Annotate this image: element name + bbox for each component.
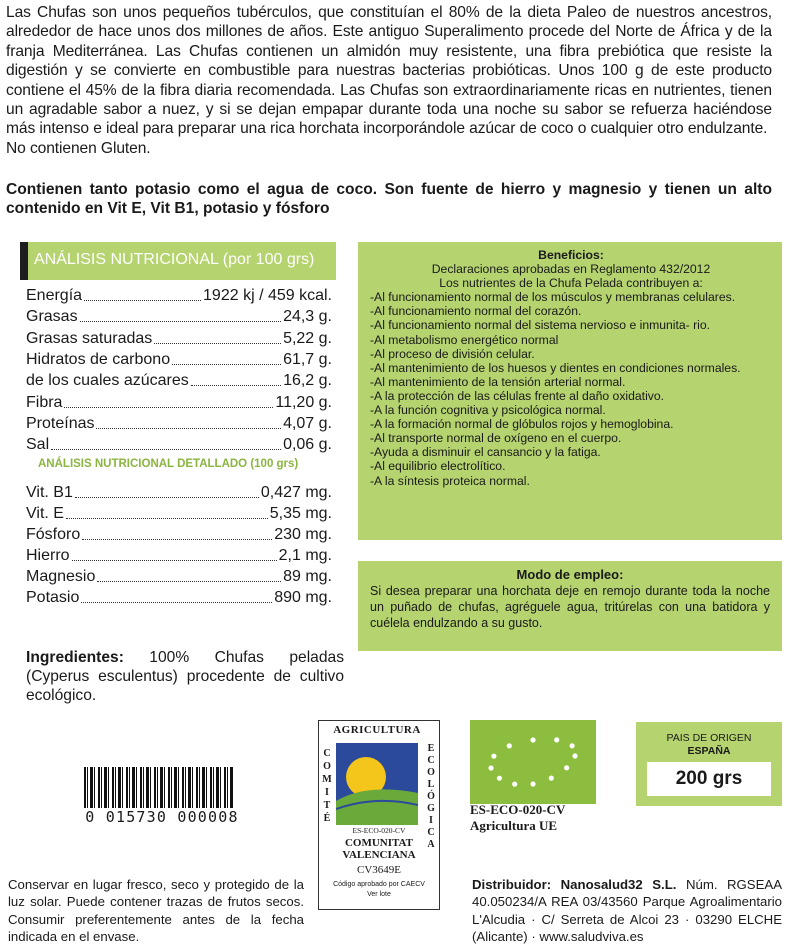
nutrient-value: 1922 kj / 459 kcal. — [203, 287, 332, 304]
nutrition-header — [20, 242, 336, 280]
intro-paragraph — [6, 3, 772, 158]
benefit-item: -Al equilibrio electrolítico. — [370, 459, 506, 474]
nutrient-label: Fósforo — [26, 525, 81, 543]
nutrient-value: 0,06 g. — [283, 436, 332, 454]
nutrient-label: Grasas — [26, 308, 78, 326]
dot-leader — [75, 497, 259, 498]
nutrition-row — [26, 414, 332, 434]
benefit-item: -Al mantenimiento de los huesos y dientes en condiciones normales. — [370, 360, 741, 375]
nutrient-label: Vit. E — [26, 504, 64, 522]
intro-text: Las Chufas son unos pequeños tubérculos, que constituían el 80% de la dieta Paleo de nuestros ancestros, alrededor de hace unos dos millones de años. Este antiguo Superalimento procede del Norte de África y de la franja Mediterránea. Las Chufas contienen un almidón muy resistente, una fibra prebiótica que resiste la digestión y se convierte en combustible para nuestras bacterias probióticas. Unos 100 g de este producto contiene el 45% de la fibra diaria recomendada. Las Chufas son extraordinariamente ricas en nutrientes, tienen un agradable sabor a nuez, y si se dejan empapar durante toda una noche su sabor se refuerza haciéndose más intenso e ideal para preparar una rica horchata incorporándole azúcar de coco o cualquier otro endulzante. — [6, 4, 772, 138]
eu-star-2 — [549, 776, 554, 781]
nutrient-label: de los cuales azúcares — [26, 372, 189, 390]
benefit-item: -Al funcionamiento normal del corazón. — [370, 304, 582, 319]
nutrient-value: 61,7 g. — [283, 350, 332, 368]
nutrient-value: 89 mg. — [283, 567, 332, 585]
caecv-right-text: E C O L Ó G I C A — [427, 743, 435, 850]
distributor-label: Distribuidor: Nanosalud32 S.L. — [472, 877, 677, 892]
nutrition-row — [26, 567, 332, 587]
eu-star-7 — [491, 754, 496, 759]
caecv-code: ES-ECO-020-CV — [352, 826, 406, 835]
eu-leaf-icon — [470, 720, 596, 804]
caecv-certification-logo — [318, 720, 440, 910]
nutrient-label: Proteínas — [26, 414, 95, 432]
nutrition-row — [26, 435, 332, 455]
nutrition-title: ANÁLISIS NUTRICIONAL (por 100 grs) — [34, 251, 315, 268]
nutrition-row — [26, 588, 332, 608]
eu-star-1 — [564, 765, 569, 770]
distributor-text: Núm. RGSEAA 40.050234/A REA 03/43560 Parque Agroalimentario L'Alcudia · C/ Serreta de Alcoi 23 · 03290 ELCHE (Alicante) · www.saludviva.es — [472, 877, 782, 944]
eu-star-11 — [570, 743, 575, 748]
nutrition-row — [26, 525, 332, 545]
eu-star-4 — [512, 782, 517, 787]
benefit-item: -Al funcionamiento normal de los músculos y membranas celulares. — [370, 290, 736, 305]
nutrient-label: Vit. B1 — [26, 484, 73, 501]
nutrition-row — [26, 393, 332, 413]
caecv-top-text: AGRICULTURA — [333, 724, 421, 736]
dot-leader — [64, 407, 273, 408]
eu-star-0 — [572, 753, 577, 758]
usage-title: Modo de empleo: — [516, 567, 624, 582]
nutrient-value: 16,2 g. — [283, 372, 332, 390]
nutrient-value: 5,35 mg. — [269, 504, 332, 522]
eu-star-5 — [497, 776, 502, 781]
benefits-box — [358, 242, 782, 540]
nutrient-value: 24,3 g. — [283, 308, 332, 326]
nutrient-value: 230 mg. — [274, 525, 332, 543]
eu-organic-leaf-logo — [470, 720, 596, 804]
benefits-list — [370, 290, 772, 487]
benefit-item: -Al funcionamiento normal del sistema nervioso e inmunita- rio. — [370, 318, 711, 333]
nutrition-row — [26, 371, 332, 391]
eu-star-3 — [530, 781, 535, 786]
dot-leader — [154, 343, 281, 344]
detail-nutrition-title: ANÁLISIS NUTRICIONAL DETALLADO (100 grs) — [38, 458, 299, 470]
dot-leader — [191, 385, 281, 386]
nutrient-label: Sal — [26, 436, 50, 454]
caecv-approved-text: Código aprobado por CAECV — [333, 881, 425, 888]
dot-leader — [72, 560, 277, 561]
benefit-item: -Al transporte normal de oxígeno en el cuerpo. — [370, 431, 622, 446]
benefit-item: -A la formación normal de glóbulos rojos y hemoglobina. — [370, 417, 674, 432]
ingredients-label: Ingredientes: — [26, 649, 124, 666]
nutrition-row — [26, 504, 332, 524]
origin-box — [636, 722, 782, 806]
nutrition-row — [26, 350, 332, 370]
nutrient-label: Hidratos de carbono — [26, 350, 171, 368]
nutrition-row — [26, 483, 332, 503]
caecv-emblem-icon — [336, 743, 418, 825]
nutrition-row — [26, 329, 332, 349]
ingredients — [26, 648, 344, 706]
origin-label: PAIS DE ORIGEN — [666, 732, 752, 744]
nutrient-label: Grasas saturadas — [26, 329, 153, 347]
gluten-note: No contienen Gluten. — [6, 139, 151, 157]
nutrition-header-edge — [20, 242, 28, 280]
benefit-item: -A la función cognitiva y psicológica normal. — [370, 403, 606, 418]
caecv-line1: COMUNITAT — [344, 837, 414, 849]
nutrition-row — [26, 286, 332, 306]
caecv-number: CV3649E — [357, 864, 401, 876]
dot-leader — [66, 518, 268, 519]
nutrient-value: 2,1 mg. — [278, 546, 332, 564]
caecv-lot-text: Ver lote — [367, 891, 391, 898]
eu-star-10 — [554, 737, 559, 742]
dot-leader — [96, 428, 281, 429]
usage-text: Si desea preparar una horchata deje en remojo durante toda la noche un puñado de chufas, agréguele agua, tritúrelas con una batidora y cuélela endulzando a su gusto. — [370, 584, 770, 630]
benefits-title: Beneficios: — [538, 248, 604, 262]
ingredients-text: 100% Chufas peladas (Cyperus esculentus) procedente de cultivo ecológico. — [26, 649, 344, 705]
dot-leader — [97, 581, 281, 582]
nutrient-label: Energía — [26, 287, 83, 304]
storage-instructions: Conservar en lugar fresco, seco y protegido de la luz solar. Puede contener trazas de frutos secos. Consumir preferentemente antes de la fecha indicada en el envase. — [8, 877, 304, 944]
dot-leader — [82, 539, 272, 540]
eu-star-8 — [507, 743, 512, 748]
eu-star-6 — [488, 765, 493, 770]
net-weight: 200 grs — [647, 762, 771, 796]
caecv-line2: VALENCIANA — [342, 849, 416, 861]
dot-leader — [80, 321, 281, 322]
nutrient-value: 0,427 mg. — [260, 484, 332, 501]
nutrient-label: Fibra — [26, 393, 63, 411]
eu-organic-label: Agricultura UE — [470, 818, 558, 833]
intro-bold-claim: Contienen tanto potasio como el agua de coco. Son fuente de hierro y magnesio y tienen un alto contenido en Vit E, Vit B1, potasio y fósforo — [6, 181, 772, 218]
dot-leader — [51, 449, 281, 450]
dot-leader — [172, 364, 281, 365]
dot-leader — [84, 300, 201, 301]
nutrient-value: 5,22 g. — [283, 329, 332, 347]
benefit-item: -Al proceso de división celular. — [370, 346, 535, 361]
nutrient-label: Potasio — [26, 588, 80, 606]
nutrition-row — [26, 546, 332, 566]
eu-organic-code: ES-ECO-020-CV — [470, 802, 566, 817]
nutrient-value: 11,20 g. — [275, 393, 332, 411]
dot-leader — [81, 602, 272, 603]
nutrient-value: 4,07 g. — [283, 414, 332, 432]
benefit-item: -A la protección de las células frente al daño oxidativo. — [370, 388, 665, 403]
nutrient-label: Hierro — [26, 546, 70, 564]
caecv-left-text: C O M I T É — [322, 748, 332, 824]
nutrient-value: 890 mg. — [274, 588, 332, 606]
eu-star-9 — [530, 737, 535, 742]
distributor-info — [472, 876, 782, 945]
origin-country: ESPAÑA — [687, 745, 731, 757]
nutrition-row — [26, 307, 332, 327]
benefit-item: -Ayuda a disminuir el cansancio y la fatiga. — [370, 445, 601, 460]
benefit-item: -Al mantenimiento de la tensión arterial normal. — [370, 374, 626, 389]
benefits-intro: Los nutrientes de la Chufa Pelada contribuyen a: — [439, 276, 703, 291]
benefits-regulation: Declaraciones aprobadas en Reglamento 432/2012 — [431, 262, 711, 277]
barcode-number: 0 015730 000008 — [64, 808, 260, 826]
benefit-item: -Al metabolismo energético normal — [370, 332, 559, 347]
nutrient-label: Magnesio — [26, 567, 96, 585]
usage-box — [358, 561, 782, 651]
benefit-item: -A la síntesis proteica normal. — [370, 473, 530, 488]
